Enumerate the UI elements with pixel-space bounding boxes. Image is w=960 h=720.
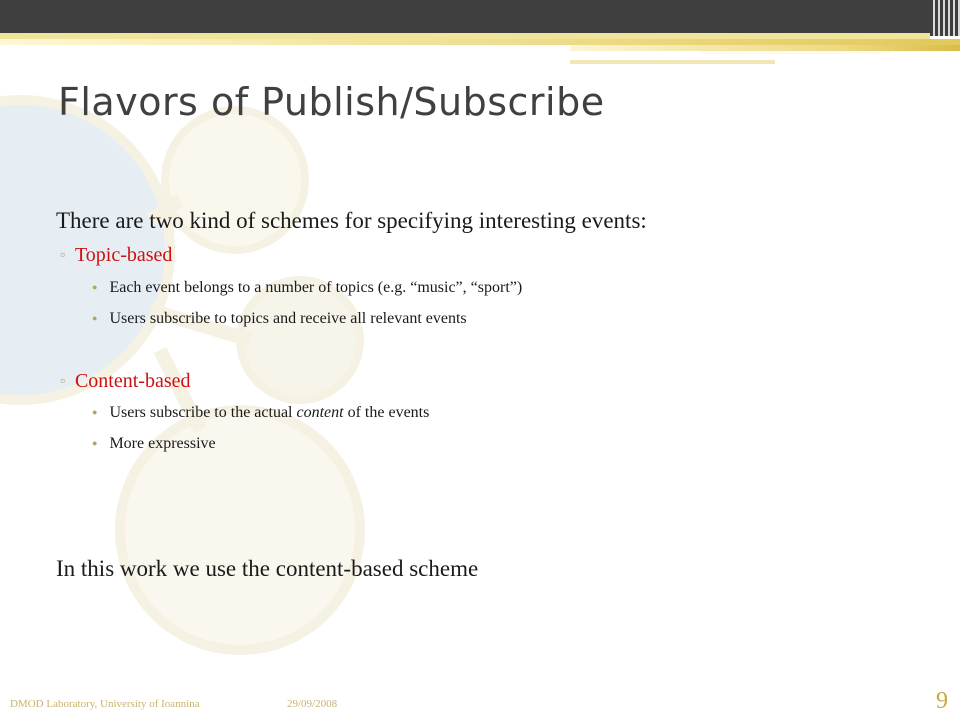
list-item bbox=[92, 279, 522, 297]
slide-title: Flavors of Publish/Subscribe bbox=[58, 80, 605, 124]
conclusion-text: In this work we use the content-based scheme bbox=[56, 556, 479, 581]
list-item bbox=[92, 435, 216, 453]
dot-bullet-icon: ● bbox=[92, 407, 98, 417]
intro-text: There are two kind of schemes for specifying interesting events: bbox=[56, 208, 647, 233]
square-bullet-icon: ▫ bbox=[60, 374, 65, 389]
content-bullet-2: More expressive bbox=[109, 435, 216, 452]
content-bullet-1-after: of the events bbox=[343, 404, 430, 421]
topic-bullet-2: Users subscribe to topics and receive all relevant events bbox=[109, 310, 467, 327]
page-number: 9 bbox=[936, 688, 948, 714]
header-dark-band bbox=[0, 0, 930, 33]
topic-based-label: Topic-based bbox=[74, 244, 173, 266]
dot-bullet-icon: ● bbox=[92, 313, 98, 323]
content-based-item bbox=[60, 370, 191, 393]
square-bullet-icon: ▫ bbox=[60, 248, 65, 263]
header-gold-line bbox=[700, 51, 890, 54]
topic-based-item bbox=[60, 244, 172, 267]
content-bullet-1-before: Users subscribe to the actual bbox=[109, 404, 297, 421]
dot-bullet-icon: ● bbox=[92, 438, 98, 448]
content-based-label: Content-based bbox=[74, 370, 191, 392]
topic-bullet-1: Each event belongs to a number of topics (e.g. “music”, “sport”) bbox=[109, 279, 523, 296]
list-item bbox=[92, 310, 467, 328]
content-bullet-1-emphasis: content bbox=[296, 404, 344, 421]
header-stripes bbox=[930, 0, 960, 36]
list-item bbox=[92, 404, 429, 422]
header-gold-line bbox=[570, 60, 775, 64]
dot-bullet-icon: ● bbox=[92, 282, 98, 292]
footer-date: 29/09/2008 bbox=[287, 698, 338, 710]
footer-organization: DMOD Laboratory, University of Ioannina bbox=[10, 698, 200, 710]
background-globe-network-illustration bbox=[0, 90, 480, 710]
